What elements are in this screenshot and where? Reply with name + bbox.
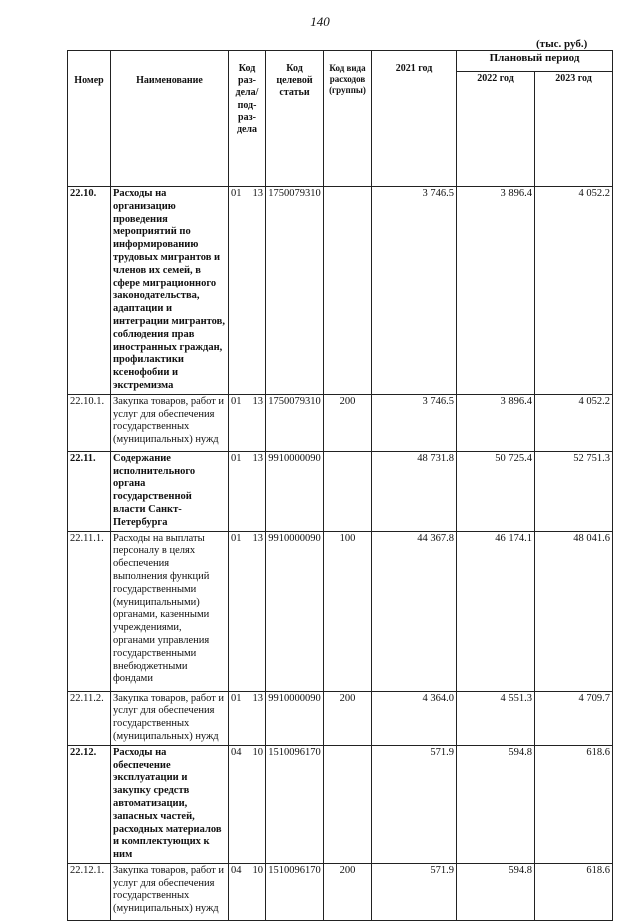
page-number: 140 xyxy=(310,14,330,29)
row-number: 22.11.1. xyxy=(68,531,111,691)
row-amount-2022: 594.8 xyxy=(457,745,535,863)
row-target-code: 1750079310 xyxy=(266,187,324,395)
header-planned-period: Плановый период xyxy=(457,51,613,72)
row-amount-2023: 52 751.3 xyxy=(535,451,613,531)
row-amount-2021: 571.9 xyxy=(372,863,457,920)
row-number: 22.12.1. xyxy=(68,863,111,920)
row-amount-2023: 618.6 xyxy=(535,745,613,863)
row-section-code xyxy=(229,745,266,863)
row-name: Расходы на выплаты персоналу в целях обеспечения выполнения функций государственными (муниципальными) органами, казенными учреждениями, органами управления государственными внебюджетными фондами xyxy=(111,531,229,691)
table-row xyxy=(68,691,613,745)
row-name: Закупка товаров, работ и услуг для обеспечения государственных (муниципальных) нужд xyxy=(111,394,229,451)
row-amount-2022: 3 896.4 xyxy=(457,394,535,451)
row-amount-2023: 4 709.7 xyxy=(535,691,613,745)
header-target: Код целевой статьи xyxy=(266,51,324,187)
row-amount-2023: 4 052.2 xyxy=(535,187,613,395)
row-amount-2022: 594.8 xyxy=(457,863,535,920)
row-target-code: 9910000090 xyxy=(266,531,324,691)
row-name: Закупка товаров, работ и услуг для обеспечения государственных (муниципальных) нужд xyxy=(111,863,229,920)
section-code: 04 xyxy=(231,746,242,758)
row-target-code: 1750079310 xyxy=(266,394,324,451)
header-2023: 2023 год xyxy=(535,72,613,187)
table-row xyxy=(68,863,613,920)
row-amount-2021: 3 746.5 xyxy=(372,394,457,451)
row-target-code: 1510096170 xyxy=(266,863,324,920)
row-amount-2022: 50 725.4 xyxy=(457,451,535,531)
table-row xyxy=(68,531,613,691)
row-amount-2021: 3 746.5 xyxy=(372,187,457,395)
row-section-code xyxy=(229,691,266,745)
section-code: 01 xyxy=(231,188,242,199)
row-amount-2021: 4 364.0 xyxy=(372,691,457,745)
header-name: Наименование xyxy=(111,51,229,187)
table-row xyxy=(68,451,613,531)
row-amount-2021: 44 367.8 xyxy=(372,531,457,691)
row-expense-code: 200 xyxy=(324,863,372,920)
row-expense-code xyxy=(324,187,372,395)
row-expense-code: 200 xyxy=(324,691,372,745)
section-code: 01 xyxy=(231,532,242,544)
section-code: 01 xyxy=(231,395,242,407)
row-amount-2022: 46 174.1 xyxy=(457,531,535,691)
table-row xyxy=(68,187,613,395)
budget-table xyxy=(67,50,613,921)
row-name: Содержание исполнительного органа государственной власти Санкт-Петербурга xyxy=(111,451,229,531)
section-code: 01 xyxy=(231,452,242,464)
row-expense-code xyxy=(324,745,372,863)
row-expense-code: 200 xyxy=(324,394,372,451)
subsection-code: 10 xyxy=(252,864,263,876)
table-row xyxy=(68,745,613,863)
subsection-code: 13 xyxy=(252,395,263,407)
row-section-code xyxy=(229,531,266,691)
row-section-code xyxy=(229,394,266,451)
row-number: 22.12. xyxy=(68,745,111,863)
row-number: 22.11. xyxy=(68,451,111,531)
header-2022: 2022 год xyxy=(457,72,535,187)
section-code: 01 xyxy=(231,692,242,704)
header-number: Номер xyxy=(68,51,111,187)
subsection-code: 13 xyxy=(252,188,263,199)
row-amount-2023: 48 041.6 xyxy=(535,531,613,691)
row-number: 22.10. xyxy=(68,187,111,395)
row-target-code: 9910000090 xyxy=(266,451,324,531)
section-code: 04 xyxy=(231,864,242,876)
subsection-code: 13 xyxy=(252,692,263,704)
subsection-code: 10 xyxy=(252,746,263,758)
row-amount-2023: 4 052.2 xyxy=(535,394,613,451)
header-section: Код раз-дела/ под-раз-дела xyxy=(229,51,266,187)
row-expense-code xyxy=(324,451,372,531)
row-name: Расходы на организацию проведения мероприятий по информированию трудовых мигрантов и членов их семей, в сфере миграционного законодательства, адаптации и интеграции мигрантов, соблюдения прав иностранных граждан, профилактики ксенофобии и экстремизма xyxy=(111,187,229,395)
row-amount-2021: 571.9 xyxy=(372,745,457,863)
row-amount-2023: 618.6 xyxy=(535,863,613,920)
row-number: 22.10.1. xyxy=(68,394,111,451)
subsection-code: 13 xyxy=(252,452,263,464)
row-target-code: 1510096170 xyxy=(266,745,324,863)
units-label: (тыс. руб.) xyxy=(536,38,588,50)
table-row xyxy=(68,394,613,451)
header-2021: 2021 год xyxy=(372,51,457,187)
row-amount-2022: 3 896.4 xyxy=(457,187,535,395)
row-name: Закупка товаров, работ и услуг для обеспечения государственных (муниципальных) нужд xyxy=(111,691,229,745)
header-expense: Код вида расходов (группы) xyxy=(324,51,372,187)
row-section-code xyxy=(229,451,266,531)
row-section-code xyxy=(229,187,266,395)
row-amount-2021: 48 731.8 xyxy=(372,451,457,531)
row-name: Расходы на обеспечение эксплуатации и закупку средств автоматизации, запасных частей, расходных материалов и комплектующих к ним xyxy=(111,745,229,863)
row-target-code: 9910000090 xyxy=(266,691,324,745)
row-amount-2022: 4 551.3 xyxy=(457,691,535,745)
subsection-code: 13 xyxy=(252,532,263,544)
row-number: 22.11.2. xyxy=(68,691,111,745)
row-expense-code: 100 xyxy=(324,531,372,691)
row-section-code xyxy=(229,863,266,920)
